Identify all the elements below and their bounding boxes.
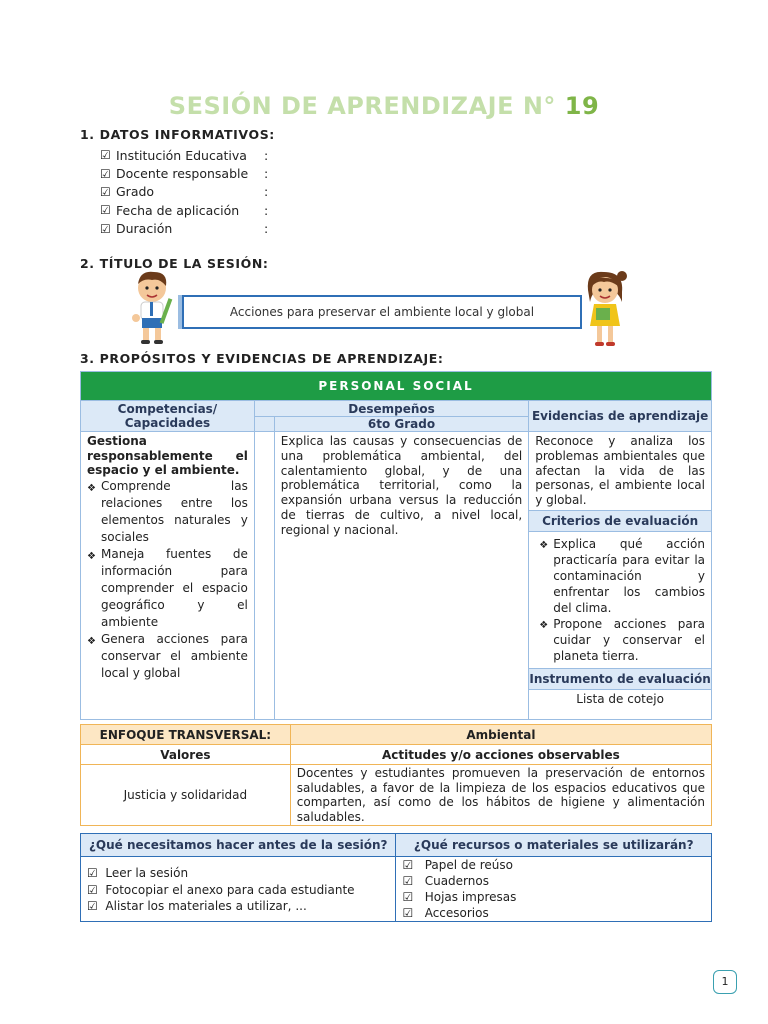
recursos-cell [396, 857, 712, 922]
evidencia-cell: Reconoce y analiza los problemas ambientales que afectan la vida de las personas, el ambiente local y global. [529, 432, 712, 511]
datos-row [100, 146, 268, 164]
criterio-text: Explica qué acción practicaría para evitar la contaminación y enfrentar los cambios del clima. [553, 536, 705, 615]
competencia-name: Gestiona responsablemente el espacio y el ambiente. [87, 434, 248, 477]
datos-colon: : [264, 184, 269, 200]
checkbox-icon: ☑ [100, 203, 111, 218]
datos-label: Grado [116, 184, 155, 200]
page-title [0, 92, 768, 120]
datos-row [100, 183, 268, 201]
datos-colon: : [264, 202, 269, 218]
checkbox-icon: ☑ [402, 890, 414, 904]
criterios-cell [529, 531, 712, 668]
empty-cell [254, 432, 274, 720]
area-name: PERSONAL SOCIAL [81, 372, 712, 401]
instrumento-cell [529, 668, 712, 719]
page-number: 1 [713, 970, 737, 994]
valor-cell: Justicia y solidaridad [81, 765, 291, 826]
datos-label: Duración [116, 221, 173, 237]
actitud-cell: Docentes y estudiantes promueven la preservación de entornos saludables, a favor de la limpieza de los espacios educativos que comparten, así como de los hábitos de higiene y alimentación saludables. [290, 765, 711, 826]
instrumento-header: Instrumento de evaluación [529, 669, 711, 690]
recurso-text: Cuadernos [424, 874, 489, 888]
datos-row [100, 220, 268, 238]
enfoque-value: Ambiental [290, 725, 711, 745]
session-title-box: Acciones para preservar el ambiente local y global [182, 295, 582, 329]
valores-header: Valores [81, 745, 291, 765]
datos-colon: : [264, 166, 269, 182]
recurso-item [402, 889, 705, 905]
checkbox-icon: ☑ [100, 148, 111, 163]
section-titulo-heading: 2. TÍTULO DE LA SESIÓN: [80, 256, 269, 271]
antes-item [87, 882, 389, 899]
list-item [87, 631, 248, 682]
recurso-item [402, 857, 705, 873]
antes-text: Fotocopiar el anexo para cada estudiante [105, 882, 355, 897]
criterio-text: Propone acciones para cuidar y conservar el planeta tierra. [553, 616, 705, 663]
recurso-text: Accesorios [424, 906, 489, 920]
recurso-item [402, 905, 705, 921]
antes-item [87, 898, 389, 915]
girl-illustration [582, 268, 630, 350]
actitudes-header: Actitudes y/o acciones observables [290, 745, 711, 765]
checkbox-icon: ☑ [100, 184, 111, 199]
list-item [539, 536, 705, 616]
antes-item [87, 865, 389, 882]
antes-header: ¿Qué necesitamos hacer antes de la sesión? [81, 834, 396, 857]
recurso-item [402, 873, 705, 889]
boy-illustration [130, 268, 180, 346]
bullet-icon: ❖ [539, 539, 549, 551]
recurso-text: Papel de reúso [424, 858, 513, 872]
capacidad-text: Comprende las relaciones entre los elementos naturales y sociales [101, 478, 248, 544]
checkbox-icon: ☑ [87, 866, 98, 880]
section-propositos-heading: 3. PROPÓSITOS Y EVIDENCIAS DE APRENDIZAJE: [80, 351, 444, 366]
datos-label: Institución Educativa [116, 147, 247, 163]
grado-header: 6to Grado [274, 417, 528, 432]
competencias-cell [81, 432, 255, 720]
datos-list [100, 146, 268, 238]
capacidad-text: Genera acciones para conservar el ambiente local y global [101, 631, 248, 680]
checkbox-icon: ☑ [402, 874, 414, 888]
empty-cell [254, 417, 274, 432]
antes-text: Alistar los materiales a utilizar, ... [105, 899, 307, 913]
checkbox-icon: ☑ [87, 882, 98, 897]
bullet-icon: ❖ [87, 482, 96, 494]
checkbox-icon: ☑ [87, 899, 98, 913]
bullet-icon: ❖ [87, 635, 96, 647]
recurso-text: Hojas impresas [424, 890, 517, 904]
antes-text: Leer la sesión [105, 866, 189, 880]
criterios-header: Criterios de evaluación [529, 510, 712, 531]
propositos-table [80, 371, 712, 720]
enfoque-table [80, 724, 712, 826]
desempenos-header: Desempeños [254, 401, 528, 417]
checkbox-icon: ☑ [100, 221, 111, 236]
datos-label: Docente responsable [116, 166, 249, 182]
recursos-header: ¿Qué recursos o materiales se utilizarán? [396, 834, 712, 857]
checkbox-icon: ☑ [402, 858, 414, 872]
datos-colon: : [264, 221, 269, 237]
checkbox-icon: ☑ [100, 166, 111, 181]
bullet-icon: ❖ [539, 619, 549, 631]
list-item [539, 616, 705, 664]
datos-row [100, 201, 268, 219]
section-datos-heading: 1. DATOS INFORMATIVOS: [80, 127, 275, 142]
instrumento-value: Lista de cotejo [576, 691, 664, 706]
datos-label: Fecha de aplicación [116, 202, 240, 218]
bullet-icon: ❖ [87, 550, 96, 562]
session-number: 19 [564, 92, 600, 120]
list-item [87, 546, 248, 631]
antes-cell [81, 857, 396, 922]
checkbox-icon: ☑ [402, 906, 414, 920]
enfoque-label: ENFOQUE TRANSVERSAL: [81, 725, 291, 745]
list-item [87, 478, 248, 546]
title-text: SESIÓN DE APRENDIZAJE N° [168, 92, 556, 120]
preparacion-table [80, 833, 712, 922]
desempeno-cell: Explica las causas y consecuencias de una problemática ambiental, del calentamiento global, y de una problemática territorial, como la expansión urbana versus la reducción de tierras de cultivo, a nivel local, regional y nacional. [274, 432, 528, 720]
evidencias-header: Evidencias de aprendizaje [529, 401, 712, 432]
competencias-header: Competencias/ Capacidades [81, 401, 255, 432]
datos-colon: : [264, 147, 269, 163]
capacidad-text: Maneja fuentes de información para comprender el espacio geográfico y el ambiente [101, 546, 248, 629]
datos-row [100, 164, 268, 182]
